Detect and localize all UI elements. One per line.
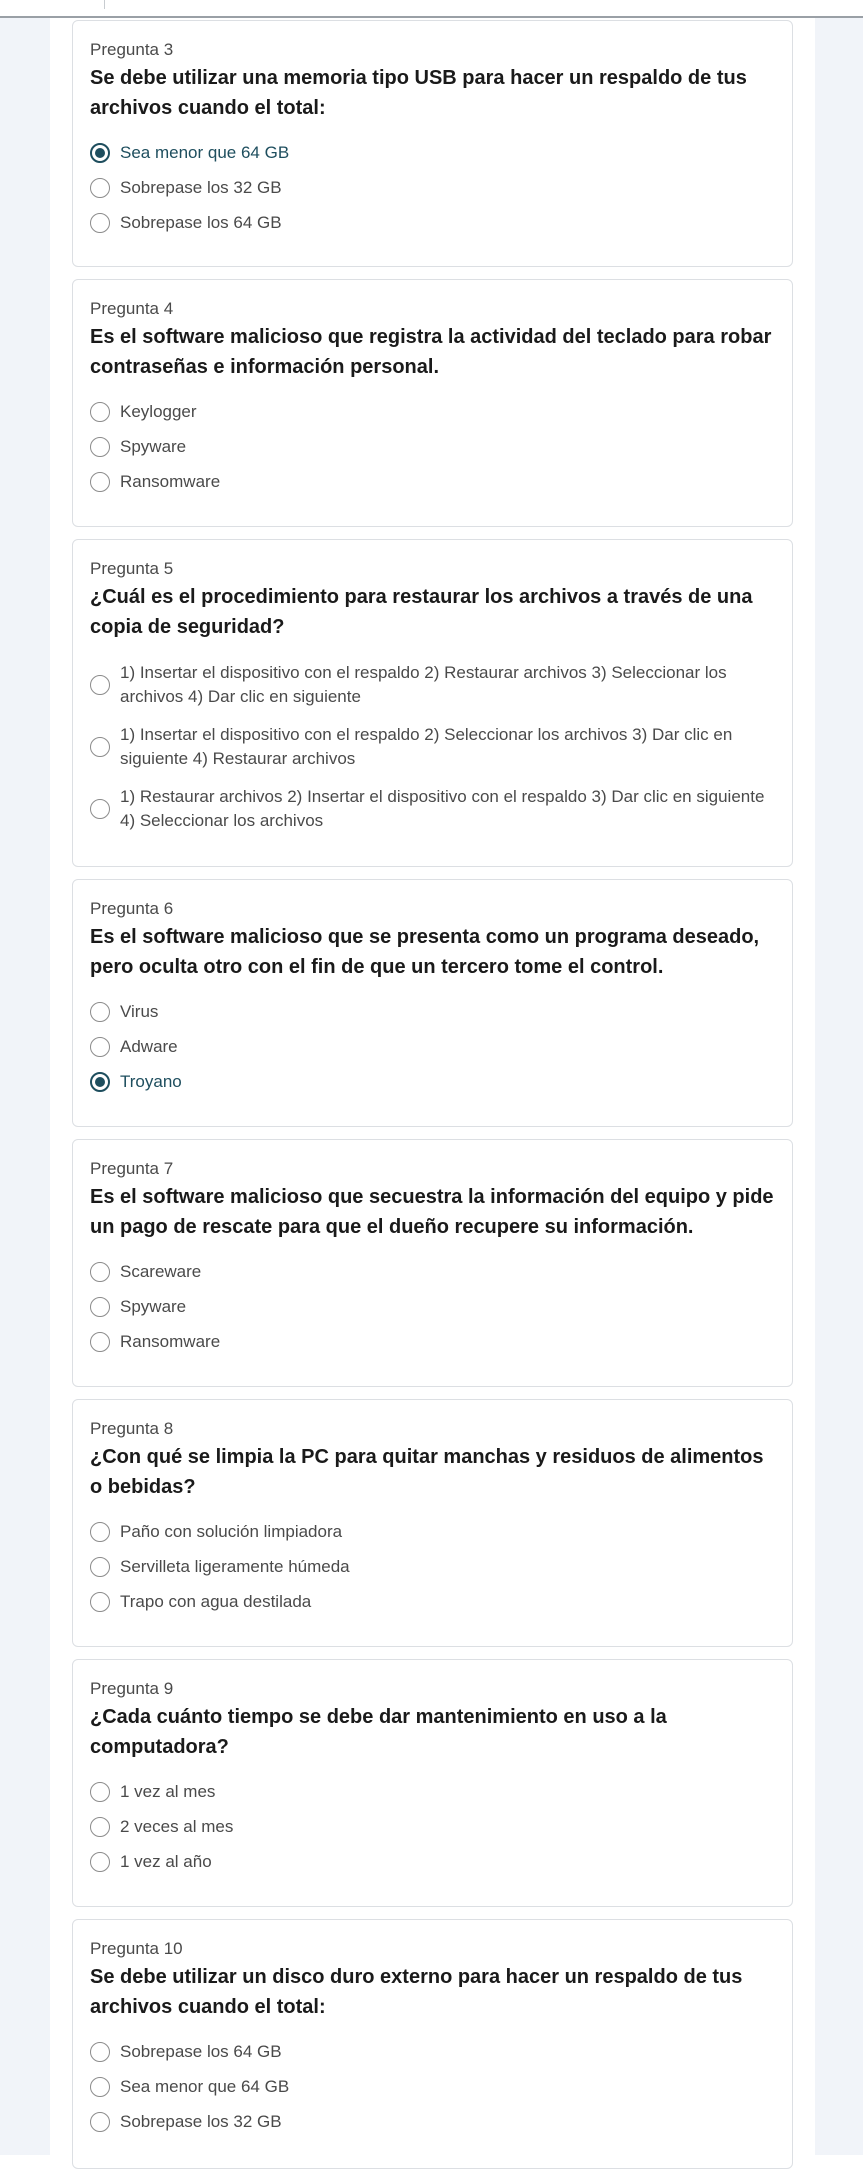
answer-option-2[interactable] xyxy=(90,716,776,778)
option-label: Spyware xyxy=(120,1296,187,1316)
question-card-5 xyxy=(72,539,793,867)
option-label: Sobrepase los 64 GB xyxy=(120,212,282,232)
radio-button[interactable] xyxy=(90,1297,110,1317)
answer-option-1[interactable] xyxy=(90,1254,776,1289)
radio-button[interactable] xyxy=(90,1037,110,1057)
option-label: Scareware xyxy=(120,1261,202,1281)
answer-option-1[interactable] xyxy=(90,654,776,716)
radio-button-selected[interactable] xyxy=(90,143,110,163)
question-number: Pregunta 10 xyxy=(90,1939,183,1958)
answer-option-3[interactable] xyxy=(90,205,776,240)
answer-option-1[interactable] xyxy=(90,2034,776,2069)
question-card-8 xyxy=(72,1399,793,1647)
answer-option-1[interactable] xyxy=(90,1514,776,1549)
question-text: ¿Cuál es el procedimiento para restaurar los archivos a través de una copia de seguridad? xyxy=(90,586,753,638)
answer-option-2[interactable] xyxy=(90,1549,776,1584)
radio-button[interactable] xyxy=(90,472,110,492)
answer-option-3[interactable] xyxy=(90,2104,776,2139)
radio-button[interactable] xyxy=(90,1522,110,1542)
radio-button[interactable] xyxy=(90,737,110,757)
question-card-6 xyxy=(72,879,793,1127)
option-label: Spyware xyxy=(120,436,187,456)
answer-option-1[interactable] xyxy=(90,135,776,170)
answer-option-2[interactable] xyxy=(90,429,776,464)
option-label: Sobrepase los 64 GB xyxy=(120,2041,282,2061)
option-label: 2 veces al mes xyxy=(120,1816,234,1836)
answer-option-1[interactable] xyxy=(90,394,776,429)
answer-option-2[interactable] xyxy=(90,1809,776,1844)
question-text: ¿Con qué se limpia la PC para quitar manchas y residuos de alimentos o bebidas? xyxy=(90,1446,764,1498)
question-text: Se debe utilizar una memoria tipo USB para hacer un respaldo de tus archivos cuando el total: xyxy=(90,67,747,119)
answer-option-3[interactable] xyxy=(90,1844,776,1879)
answer-option-3[interactable] xyxy=(90,1584,776,1619)
question-number: Pregunta 5 xyxy=(90,559,174,578)
option-label: Paño con solución limpiadora xyxy=(120,1521,343,1541)
radio-button-selected[interactable] xyxy=(90,1072,110,1092)
option-label: Troyano xyxy=(120,1071,182,1091)
question-number: Pregunta 8 xyxy=(90,1419,174,1438)
radio-button[interactable] xyxy=(90,1852,110,1872)
answer-option-2[interactable] xyxy=(90,2069,776,2104)
question-text: ¿Cada cuánto tiempo se debe dar mantenimiento en uso a la computadora? xyxy=(90,1706,667,1758)
question-number: Pregunta 6 xyxy=(90,899,174,918)
option-label: Virus xyxy=(120,1001,159,1021)
answer-option-1[interactable] xyxy=(90,1774,776,1809)
radio-button[interactable] xyxy=(90,402,110,422)
option-label: Sea menor que 64 GB xyxy=(120,2076,290,2096)
radio-button[interactable] xyxy=(90,1557,110,1577)
radio-button[interactable] xyxy=(90,1332,110,1352)
option-label: Trapo con agua destilada xyxy=(120,1591,312,1611)
radio-button[interactable] xyxy=(90,1262,110,1282)
question-text: Es el software malicioso que registra la actividad del teclado para robar contraseñas e información personal. xyxy=(90,326,772,378)
option-label: 1) Insertar el dispositivo con el respaldo 2) Restaurar archivos 3) Seleccionar los archivos 4) Dar clic en siguiente xyxy=(120,663,727,706)
radio-button[interactable] xyxy=(90,213,110,233)
question-text: Es el software malicioso que se presenta como un programa deseado, pero oculta otro con el fin de que un tercero tome el control. xyxy=(90,926,760,978)
question-text: Es el software malicioso que secuestra la información del equipo y pide un pago de rescate para que el dueño recupere su información. xyxy=(90,1186,774,1238)
answer-option-3[interactable] xyxy=(90,778,776,840)
option-label: 1) Restaurar archivos 2) Insertar el dispositivo con el respaldo 3) Dar clic en siguiente 4) Seleccionar los archivos xyxy=(120,787,765,830)
option-label: 1) Insertar el dispositivo con el respaldo 2) Seleccionar los archivos 3) Dar clic en siguiente 4) Restaurar archivos xyxy=(120,725,733,768)
question-number: Pregunta 3 xyxy=(90,40,174,59)
question-card-10 xyxy=(72,1919,793,2169)
top-tick-mark xyxy=(104,0,105,9)
radio-button[interactable] xyxy=(90,1817,110,1837)
question-card-9 xyxy=(72,1659,793,1907)
question-card-7 xyxy=(72,1139,793,1387)
question-card-3 xyxy=(72,20,793,267)
option-label: Sobrepase los 32 GB xyxy=(120,2111,282,2131)
option-label: Adware xyxy=(120,1036,178,1056)
option-label: Keylogger xyxy=(120,401,197,421)
option-label: 1 vez al año xyxy=(120,1851,212,1871)
question-number: Pregunta 4 xyxy=(90,299,174,318)
answer-option-2[interactable] xyxy=(90,170,776,205)
option-label: Sobrepase los 32 GB xyxy=(120,177,282,197)
radio-button[interactable] xyxy=(90,2042,110,2062)
answer-option-3[interactable] xyxy=(90,1324,776,1359)
radio-button[interactable] xyxy=(90,799,110,819)
radio-button[interactable] xyxy=(90,2112,110,2132)
option-label: Sea menor que 64 GB xyxy=(120,142,290,162)
answer-option-3[interactable] xyxy=(90,1064,776,1099)
radio-button[interactable] xyxy=(90,1592,110,1612)
radio-button[interactable] xyxy=(90,178,110,198)
answer-option-2[interactable] xyxy=(90,1029,776,1064)
left-margin xyxy=(0,18,50,2155)
option-label: Servilleta ligeramente húmeda xyxy=(120,1556,350,1576)
radio-button[interactable] xyxy=(90,437,110,457)
question-number: Pregunta 7 xyxy=(90,1159,174,1178)
radio-button[interactable] xyxy=(90,1782,110,1802)
answer-option-2[interactable] xyxy=(90,1289,776,1324)
right-margin xyxy=(815,18,863,2155)
radio-button[interactable] xyxy=(90,675,110,695)
option-label: Ransomware xyxy=(120,1331,221,1351)
question-number: Pregunta 9 xyxy=(90,1679,174,1698)
question-text: Se debe utilizar un disco duro externo para hacer un respaldo de tus archivos cuando el total: xyxy=(90,1966,743,2018)
option-label: 1 vez al mes xyxy=(120,1781,216,1801)
answer-option-3[interactable] xyxy=(90,464,776,499)
radio-button[interactable] xyxy=(90,2077,110,2097)
question-card-4 xyxy=(72,279,793,527)
answer-option-1[interactable] xyxy=(90,994,776,1029)
option-label: Ransomware xyxy=(120,471,221,491)
radio-button[interactable] xyxy=(90,1002,110,1022)
